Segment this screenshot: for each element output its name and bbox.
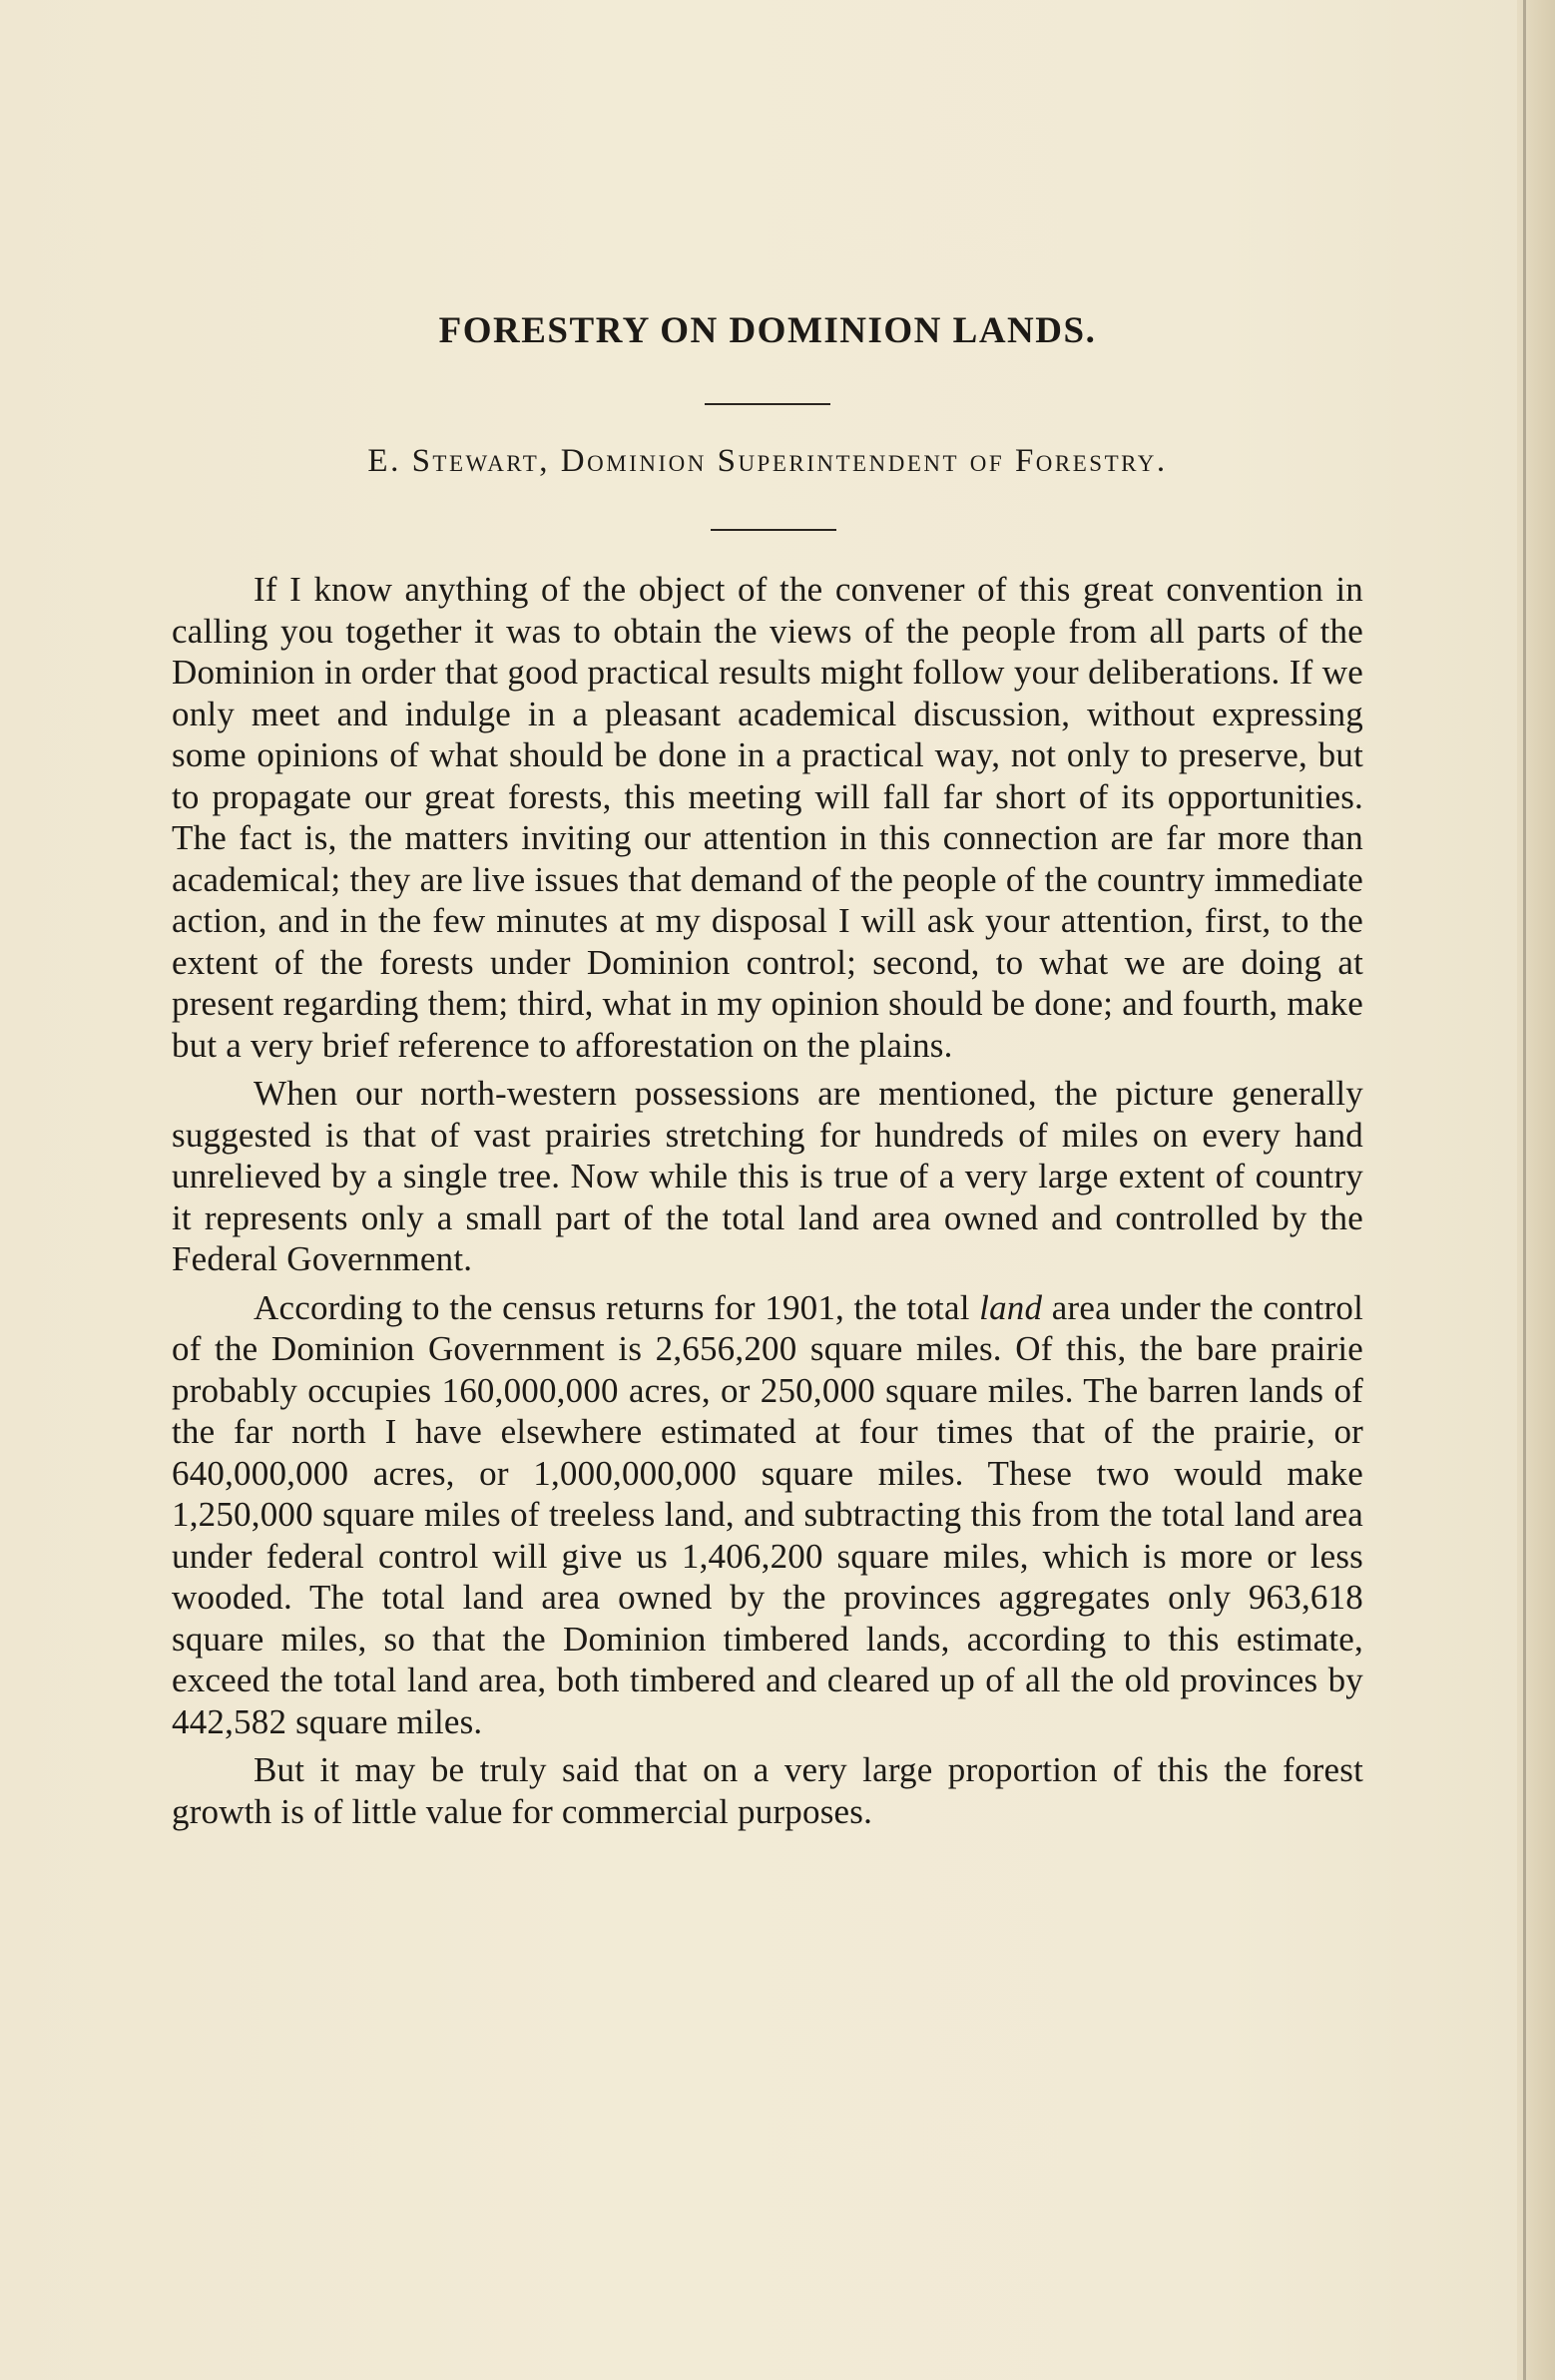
page-edge-line bbox=[1523, 0, 1526, 2380]
census-text-part3: These two would make 1,250,000 square miles of treeless land, and subtracting this from the total land area under federal control will give us 1,406,200 square miles, which is more or less wooded. The total land area owned by the provinces aggregates only 963,618 square miles, so that the Dominion timbered lands, according to this estimate, exceed the total land area, both timbered and cleared up of all the old provinces by 442,582 square miles. bbox=[172, 1453, 1363, 1741]
paragraph-3 bbox=[172, 1287, 1363, 1743]
title-divider bbox=[705, 403, 830, 405]
census-text-part1: According to the census returns for 1901, the total bbox=[254, 1287, 980, 1327]
text-column bbox=[172, 289, 1363, 1839]
paragraph-1: If I know anything of the object of the convener of this great convention in calling you together it was to obtain the views of the people from all parts of the Dominion in order that good practical results might follow your deliberations. If we only meet and indulge in a pleasant academical discussion, without expressing some opinions of what should be done in a practical way, not only to preserve, but to propagate our great forests, this meeting will fall far short of its opportunities. The fact is, the matters inviting our attention in this connection are far more than academical; they are live issues that demand of the people of the country immediate action, and in the few minutes at my disposal I will ask your attention, first, to the extent of the forests under Dominion control; second, to what we are doing at present regarding them; third, what in my opinion should be done; and fourth, make but a very brief reference to afforestation on the plains. bbox=[172, 570, 1363, 1065]
land-emphasis: land bbox=[979, 1287, 1043, 1327]
census-text-part2: area under the control of the Dominion Government is 2,656,200 square miles. Of this, the bare prairie probably occupies 160,000,000 acres, or 250,000 square miles. The barren lands of the far north I have elsewhere estimated at four times that of the prairie, or 640,000,000 acres, or 1,000,000,000 square miles. bbox=[172, 1287, 1363, 1493]
byline-divider bbox=[711, 529, 836, 531]
author-byline: E. Stewart, Dominion Superintendent of Forestry. bbox=[367, 443, 1168, 479]
paragraph-4: But it may be truly said that on a very large proportion of this the forest growth is of little value for commercial purposes. bbox=[172, 1750, 1363, 1831]
article-body bbox=[172, 569, 1363, 1832]
paragraph-2: When our north-western possessions are mentioned, the picture generally suggested is that of vast prairies stretching for hundreds of miles on every hand unrelieved by a single tree. Now while this is true of a very large extent of country it represents only a small part of the total land area owned and controlled by the Federal Government. bbox=[172, 1074, 1363, 1278]
article-title: FORESTRY ON DOMINION LANDS. bbox=[438, 310, 1097, 351]
